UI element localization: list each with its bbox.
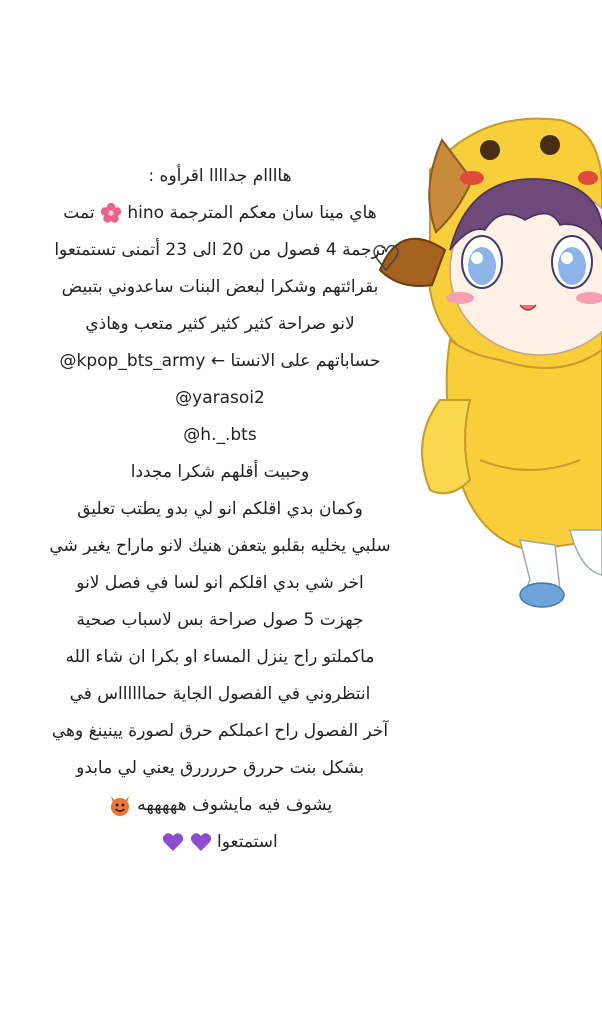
- note-line-11: ماكملتو راح ينزل المساء او بكرا ان شاء الله: [65, 647, 375, 667]
- note-line-1-text: هاي مينا سان معكم المترجمة: [169, 203, 377, 223]
- note-line-5: [18, 343, 422, 380]
- note-line-16-text: استمتعوا: [217, 832, 278, 852]
- note-line-14: بشكل بنت حررق حررررق يعني لي مابدو: [76, 758, 364, 778]
- note-line-2: ترجمة 4 فصول من 20 الى 23 أتمنى تستمتعوا: [54, 240, 386, 260]
- note-line-1: [18, 195, 422, 232]
- note-line-9: اخر شي بدي اقلكم انو لسا في فصل لانو: [76, 573, 364, 593]
- note-line-4: لانو صراحة كثير كثير كثير متعب وهاذي: [85, 314, 355, 334]
- note-line-5-text: حساباتهم على الانستا ←: [210, 351, 381, 371]
- translator-name: hino: [127, 203, 165, 223]
- note-line-10: جهزت 5 صول صراحة بس لاسباب صحية: [76, 610, 364, 630]
- translator-note: [18, 158, 422, 861]
- note-line-16: [18, 824, 422, 861]
- note-line-13: آخر الفصول راح اعملكم حرق لصورة يينينغ وهي: [51, 721, 389, 741]
- note-line-15: [18, 787, 422, 824]
- purple-heart-icon: [162, 832, 184, 852]
- note-heading: هاااام جداااا اقرأوه :: [148, 166, 292, 186]
- instagram-handle-yarasoi2: @yarasoi2: [175, 388, 265, 408]
- instagram-handle-kpop-bts-army: @kpop_bts_army: [59, 351, 206, 371]
- smiling-devil-icon: [108, 793, 132, 817]
- note-line-12: انتظروني في الفصول الجاية حمااااااس في: [69, 684, 371, 704]
- note-line-6: وحبيت أقلهم شكرا مجددا: [130, 462, 310, 482]
- note-line-7: وكمان بدي اقلكم انو لي بدو يطتب تعليق: [77, 499, 363, 519]
- note-line-3: بقرائتهم وشكرا لبعض البنات ساعدوني بتبيض: [61, 277, 379, 297]
- note-line-15-text: يشوف فيه مايشوف هههههه: [137, 795, 333, 815]
- note-line-8: سلبي يخليه بقلبو يتعفن هنيك لانو ماراح يغير شي: [49, 536, 391, 556]
- purple-heart-icon: [190, 832, 212, 852]
- instagram-handle-h-bts: @h._.bts: [183, 425, 257, 445]
- cherry-blossom-icon: [100, 202, 122, 224]
- note-line-1-end: تمت: [63, 203, 95, 223]
